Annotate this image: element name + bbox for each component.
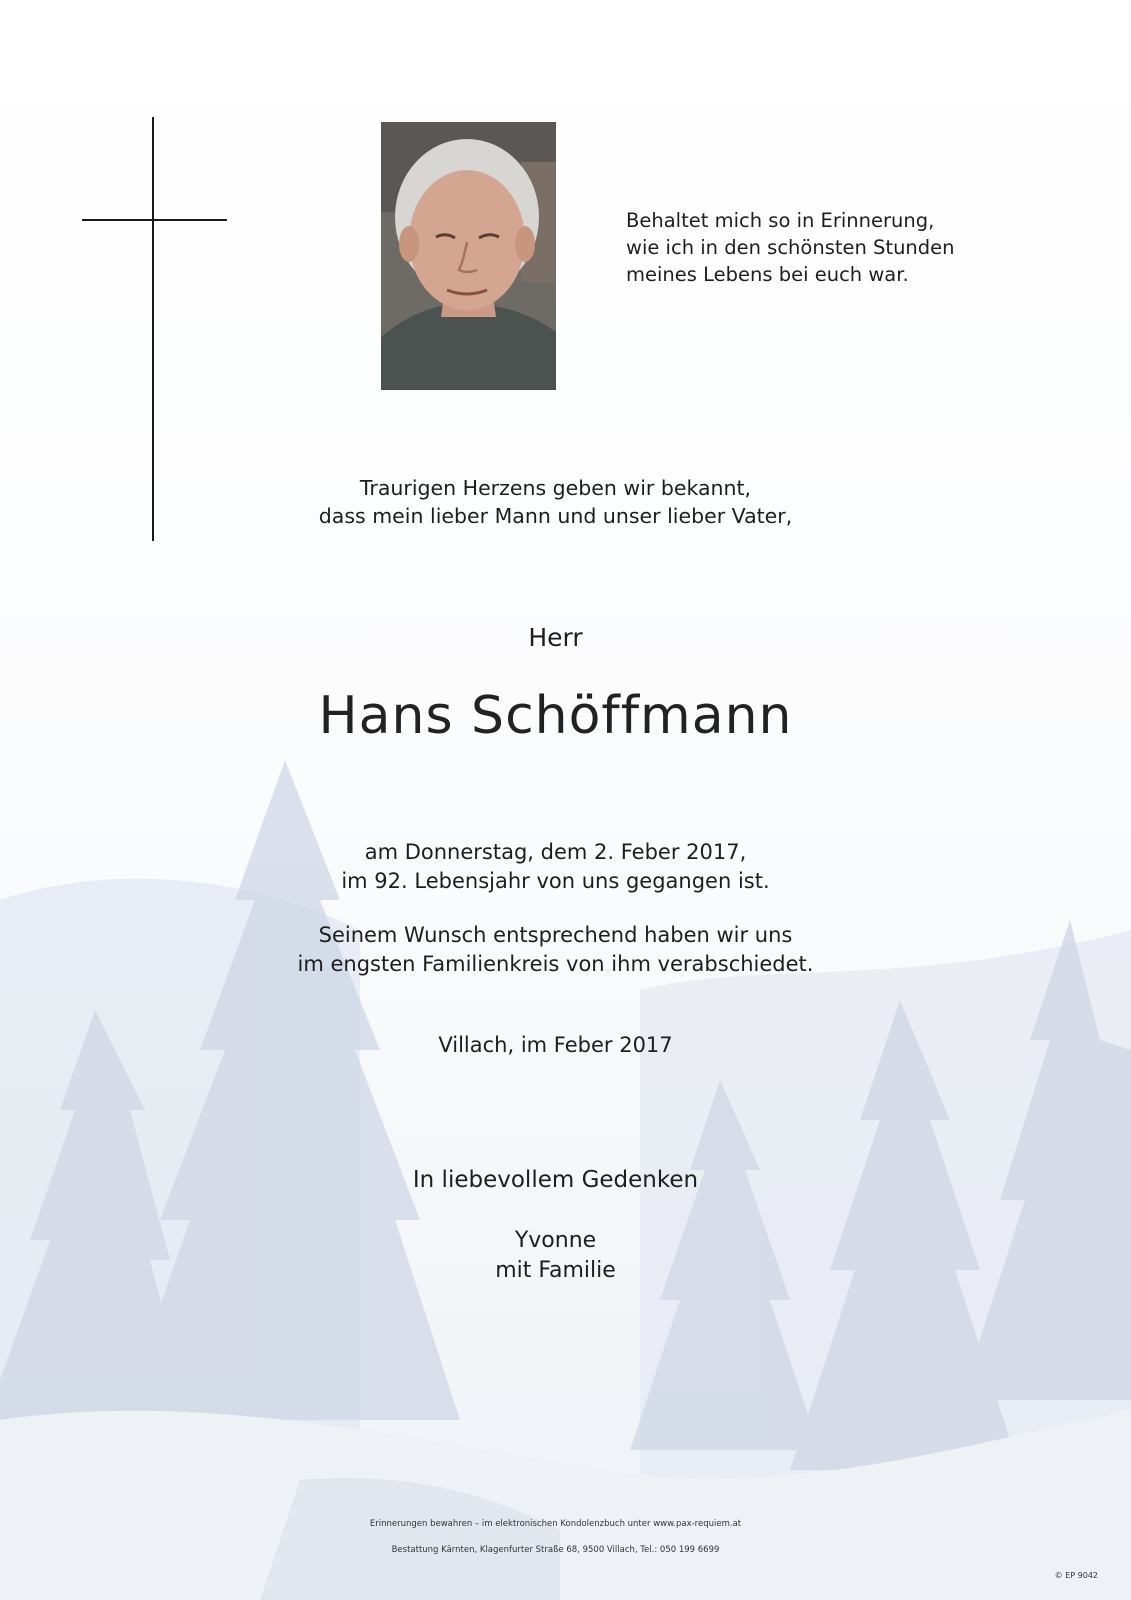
signer-line: mit Familie	[495, 1258, 616, 1283]
memorial-quote	[626, 207, 955, 288]
passing-line: im 92. Lebensjahr von uns gegangen ist.	[341, 869, 770, 893]
intro-line: Traurigen Herzens geben wir bekannt,	[359, 476, 752, 500]
signers	[0, 1226, 1111, 1286]
place-and-date: Villach, im Feber 2017	[438, 1033, 673, 1057]
footer-condolence-note: Erinnerungen bewahren – im elektronischen Kondolenzbuch unter www.pax-requiem.at	[369, 1519, 742, 1529]
cross-horizontal-bar	[82, 219, 227, 221]
farewell-note	[0, 921, 1111, 979]
farewell-line: Seinem Wunsch entsprechend haben wir uns	[318, 923, 793, 947]
closing-phrase: In liebevollem Gedenken	[412, 1167, 699, 1193]
farewell-line: im engsten Familienkreis von ihm verabschiedet.	[297, 952, 814, 976]
quote-line: wie ich in den schönsten Stunden	[626, 236, 955, 259]
passing-details	[0, 838, 1111, 896]
document-code: © EP 9042	[1054, 1571, 1098, 1580]
deceased-name: Hans Schöffmann	[318, 686, 793, 746]
portrait-photo	[381, 122, 556, 390]
quote-line: meines Lebens bei euch war.	[626, 263, 909, 286]
passing-line: am Donnerstag, dem 2. Feber 2017,	[364, 840, 747, 864]
intro-line: dass mein lieber Mann und unser lieber Vater,	[318, 504, 793, 528]
footer-funeral-home: Bestattung Kärnten, Klagenfurter Straße 68, 9500 Villach, Tel.: 050 199 6699	[391, 1545, 720, 1555]
salutation: Herr	[528, 623, 583, 652]
signer-line: Yvonne	[514, 1228, 597, 1253]
announcement-intro	[0, 474, 1111, 530]
quote-line: Behaltet mich so in Erinnerung,	[626, 209, 935, 232]
